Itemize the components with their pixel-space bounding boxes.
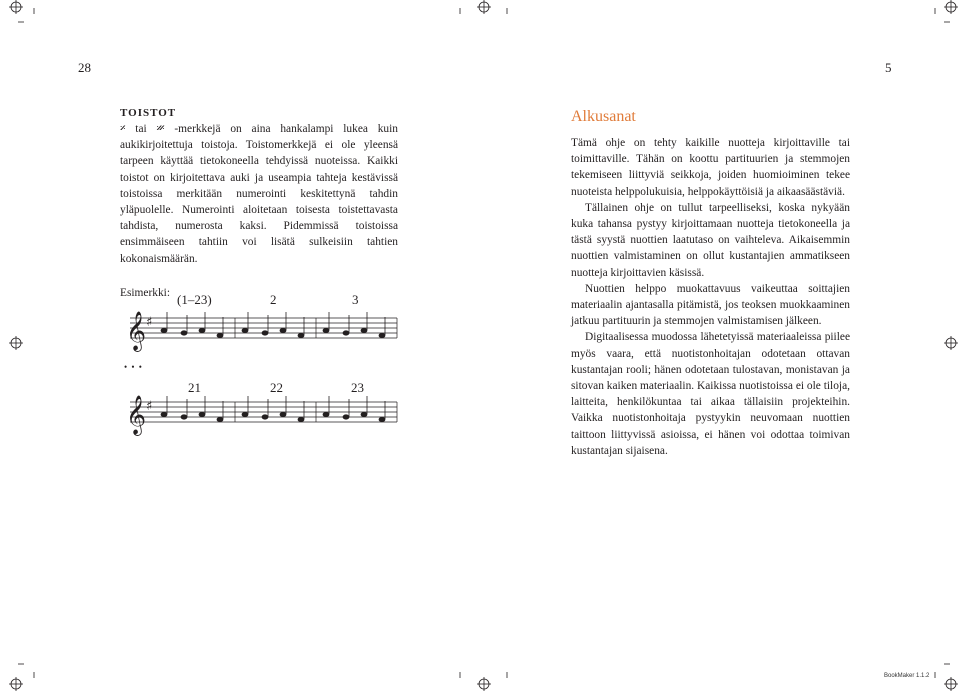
section-heading: Alkusanat [571,108,636,125]
note [217,417,223,421]
treble-clef-icon: 𝄞 [126,395,147,435]
note [242,328,248,332]
crosshair-icon [9,677,23,691]
section-heading: TOISTOT [120,107,177,119]
body-paragraph: Tämä ohje on tehty kaikille nuotteja kirjoittaville tai toimittaville. Tähän on koottu partituurien ja stemmojen tekemiseen liittyviä seikkoja, joiden huomioiminen tekee nuoteista helppolukuisia, helppokäyttöisiä ja aikaasäästäviä. [571,137,850,198]
crosshair-icon [477,0,491,14]
measure-number: (1–23) [177,292,212,307]
note [199,328,205,332]
right-page-column [571,107,850,459]
note [217,333,223,337]
body-paragraph: Tällainen ohje on tullut tarpeelliseksi, koska nykyään kuka tahansa pystyy kirjoittamaan nuotteja tietokoneella ja tästä syystä nuottien laatutaso on vaihteleva. Aikaisemmin nuottien valmistaminen on ollut kustantajien ammatikseen nuotteja kirjoittavien käsissä. [571,201,850,279]
note [280,328,286,332]
measure-number: 21 [188,380,201,395]
note [161,328,167,332]
ellipsis: • • • [124,362,143,372]
note [379,417,385,421]
note [298,333,304,337]
crosshair-icon [944,0,958,14]
crosshair-icon [944,677,958,691]
note [181,415,187,419]
crosshair-icon [477,677,491,691]
repeat-symbols: 𝄎 tai 𝄏 [120,123,165,135]
page-number-right: 5 [885,60,892,75]
body-paragraph: Digitaalisessa muodossa lähetetyissä materiaaleissa piilee myös vaara, että nuotistonhoitajan odotetaan ottavan kustantajan rooli; hänen odotetaan tulostavan, monistavan ja sitovan kaiken materiaalin. Kaikissa nuotistoissa ei ole tiloja, laitteita, henkilökuntaa tai aikaa tällaisiin projekteihin. Vaikka nuotistonhoitaja pystyykin neuvomaan nuottien taittoon liittyvissä asioissa, ei hänen voi odottaa toimivan kustantajan sijaisena. [571,331,850,457]
paragraph-text: -merkkejä on aina hankalampi lukea kuin aukikirjoitettuja toistoja. Toistomerkkejä ei ole yleensä tarpeen käyttää tietokoneella tehdyissä nuoteissa. Kaikki toistot on kirjoitettava auki ja useampia tahteja kestävissä toistoissa merkitään numerointi keskitettynä tahdin yläpuolelle. Numerointi aloitetaan toisesta toistettavasta tahdista, numerosta kaksi. Pidemmissä toistoissa ensimmäiseen tahtiin voi lisätä sulkeisiin tahtien kokonaismäärän. [120,123,398,265]
staff-2 [120,394,400,454]
note [262,415,268,419]
note [161,412,167,416]
footer-label: BookMaker 1.1.2 [884,673,930,679]
example-label: Esimerkki: [120,286,170,299]
note [298,417,304,421]
crosshair-icon [944,336,958,350]
sharp-icon: ♯ [146,315,153,330]
note [199,412,205,416]
left-page-column [120,106,398,299]
crosshair-icon [9,336,23,350]
note [181,331,187,335]
note [379,333,385,337]
note [280,412,286,416]
treble-clef-icon: 𝄞 [126,311,147,351]
page-number-left: 28 [78,60,91,75]
body-paragraph: Nuottien helppo muokattavuus vaikeuttaa soittajien materiaalin ajantasalla pitämistä, jos teoksen muokkaaminen jatkuu partituurin ja stemmojen valmistamisen jälkeen. [571,282,850,328]
note [323,328,329,332]
note [361,328,367,332]
measure-number: 2 [270,292,277,307]
note [323,412,329,416]
measure-number: 3 [352,292,359,307]
note [343,331,349,335]
crosshair-icon [9,0,23,14]
sharp-icon: ♯ [146,399,153,414]
note [343,415,349,419]
note [262,331,268,335]
note [242,412,248,416]
body-paragraph [120,121,398,267]
measure-number: 22 [270,380,283,395]
staff-1 [120,310,400,370]
music-example [120,286,400,436]
note [361,412,367,416]
measure-number: 23 [351,380,364,395]
